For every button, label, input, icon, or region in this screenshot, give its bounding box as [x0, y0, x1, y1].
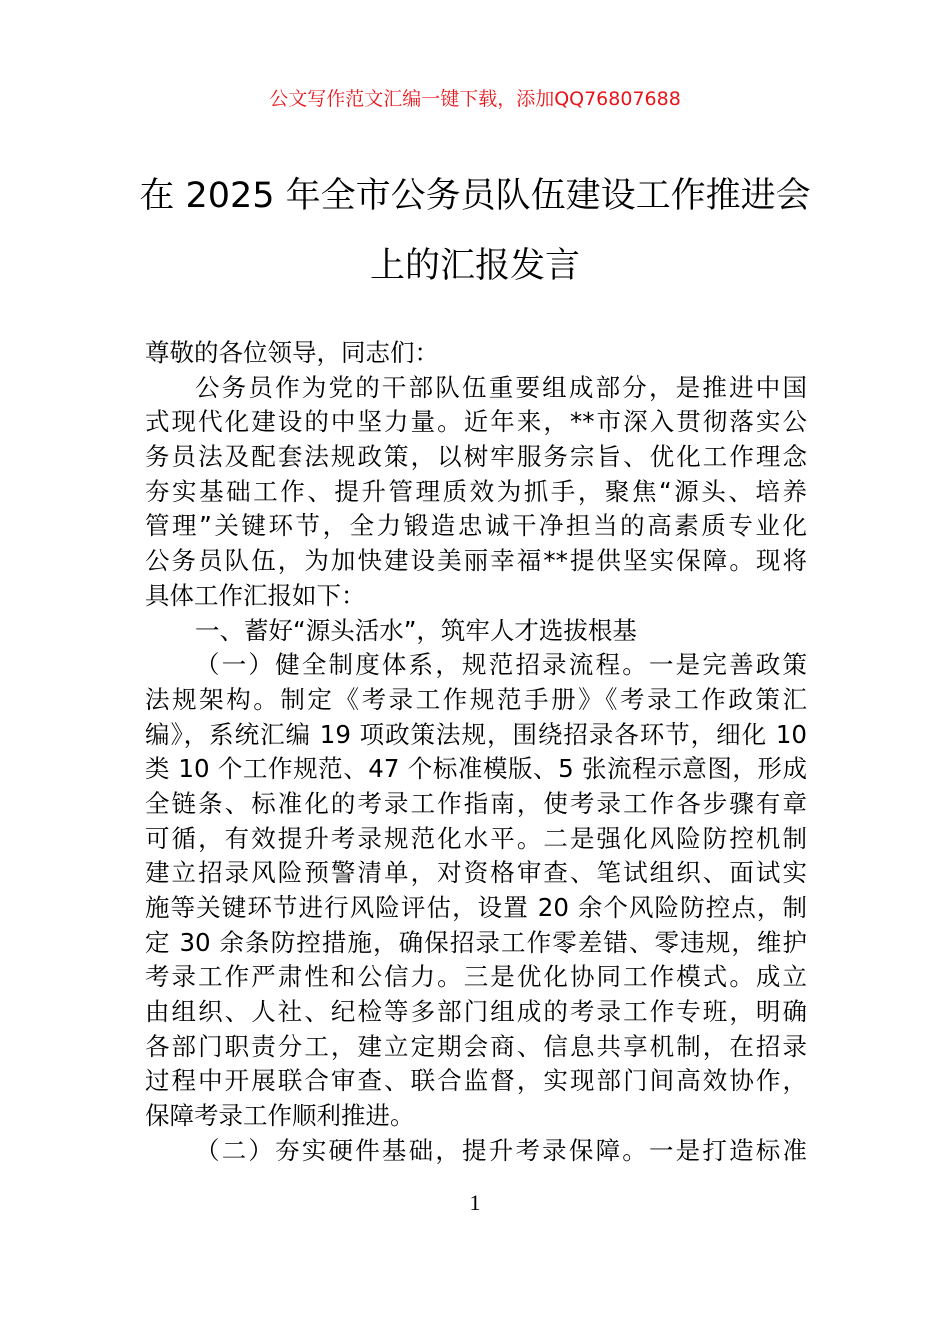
text-line: 各部门职责分工，建立定期会商、信息共享机制，在招录: [145, 1031, 807, 1061]
text-line: （二）夯实硬件基础，提升考录保障。一是打造标准: [195, 1135, 807, 1165]
text-line: 夯实基础工作、提升管理质效为抓手，聚焦“源头、培养: [145, 476, 807, 506]
section-heading: 一、蓄好“源头活水”，筑牢人才选拔根基: [195, 615, 637, 645]
text-line: 法规架构。制定《考录工作规范手册》《考录工作政策汇: [145, 684, 807, 714]
download-notice: 公文写作范文汇编一键下载，添加QQ76807688: [269, 88, 681, 110]
text-line: 施等关键环节进行风险评估，设置 20 余个风险防控点，制: [145, 893, 807, 922]
text-line: 保障考录工作顺利推进。: [145, 1101, 415, 1131]
text-line: 过程中开展联合审查、联合监督，实现部门间高效协作，: [145, 1066, 807, 1096]
text-line: 式现代化建设的中坚力量。近年来，**市深入贯彻落实公: [145, 407, 807, 437]
text-line: 建立招录风险预警清单，对资格审查、笔试组织、面试实: [145, 858, 807, 888]
text-line: 定 30 余条防控措施，确保招录工作零差错、零违规，维护: [145, 927, 807, 957]
text-line: 可循，有效提升考录规范化水平。二是强化风险防控机制: [145, 823, 807, 853]
text-line: 全链条、标准化的考录工作指南，使考录工作各步骤有章: [145, 788, 807, 818]
text-line: 编》，系统汇编 19 项政策法规，围绕招录各环节，细化 10: [145, 719, 807, 749]
text-line: （一）健全制度体系，规范招录流程。一是完善政策: [195, 650, 807, 680]
salutation: 尊敬的各位领导，同志们：: [145, 338, 439, 367]
text-line: 由组织、人社、纪检等多部门组成的考录工作专班，明确: [145, 997, 807, 1027]
text-line: 公务员作为党的干部队伍重要组成部分，是推进中国: [195, 372, 807, 402]
text-line: 公务员队伍，为加快建设美丽幸福**提供坚实保障。现将: [145, 546, 807, 576]
text-line: 务员法及配套法规政策，以树牢服务宗旨、优化工作理念: [145, 442, 807, 472]
text-line: 类 10 个工作规范、47 个标准模版、5 张流程示意图，形成: [145, 754, 807, 784]
text-line: 管理”关键环节，全力锻造忠诚干净担当的高素质专业化: [145, 511, 807, 541]
text-line: 具体工作汇报如下：: [145, 580, 366, 610]
document-title-line-1: 在 2025 年全市公务员队伍建设工作推进会: [139, 176, 811, 216]
document-body: [145, 336, 807, 1169]
page-number: 1: [469, 1190, 481, 1215]
document-title-line-2: 上的汇报发言: [369, 246, 580, 286]
text-line: 考录工作严肃性和公信力。三是优化协同工作模式。成立: [145, 962, 807, 992]
